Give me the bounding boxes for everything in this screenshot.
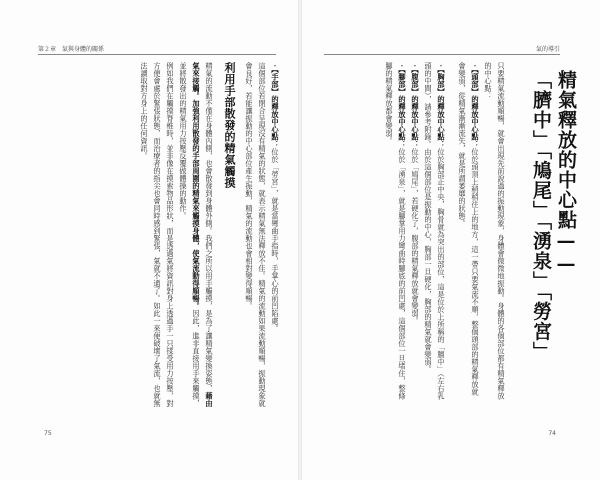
- list-item: ・【頭部】的釋放中心點：位於頭頂上稍稍往上的地方，這一帶只要氣流不順，整個頭部的精氣釋放就會變弱，從精氣漸漸流失，就是所謂萎靡的狀態。: [458, 62, 480, 396]
- list-item: ・【胸部】的釋放中心點：位於胸部正中央，胸骨就為突出的部位，這是位於上所稱的「膻中」（左右乳頭的中間），請參考附錄。由於這個部位是振動的中心，胸部一旦硬化，胸部的精氣就會變弱。: [424, 62, 446, 400]
- subheading: 利用手部散發的精氣觸摸: [223, 62, 236, 189]
- paragraph: 例如我們在觸摸脊椎時，並非像在摸索物品形狀，而是透過氣將資訊對身上透過手一只揉受用力按壓，對方便會處於緊張狀態，而治療者的指尖也會同時感到緊張，氣就不通了。如此一來便破壞了氣流，也就無法讀取對方身上的任何資訊。: [140, 62, 175, 407]
- right-header-rule: [324, 54, 560, 55]
- item-label: 【腳部】的釋放中心點：: [398, 69, 407, 149]
- paragraph: 精氣的流動不僅在身體內側，也會散發到身體外側。我們之所以用手觸摸，是為了讓精氣變換姿態，藉由氣來接觸。加強利用散發的手部周圍的精氣來觸摸身體，使氣流動得順暢。因此，進非直接用手來觸摸，並將散發出的精氣用力按壓反覆做體操的動作。: [179, 62, 214, 407]
- emphasis-text: 藉由氣來接觸。加強利用散發的手部周圍的精氣來觸摸身體，使氣流動得順暢。: [192, 62, 214, 407]
- closing-tail: 會相對變得順暢。: [245, 249, 254, 310]
- left-page-number: 75: [44, 430, 52, 437]
- list-item: ・【腹部】的釋放中心點：位於「鳩尾」，若硬化了，腹部的精氣釋放就會變弱。: [411, 62, 420, 325]
- item-text: 位於「鳩尾」，若硬化了，腹部的精氣釋放就會變弱。: [411, 148, 420, 325]
- item-label: 【腹部】的釋放中心點：: [411, 69, 420, 149]
- intro-paragraph: 只要精氣流動順暢，就會出現先前說過的振動現象，身體會微微地振動。身體的各個部位都有精氣釋放的中心點：: [484, 62, 506, 400]
- item-label: 【胸部】的釋放中心點：: [437, 69, 446, 149]
- item-label: 【手部】的釋放中心點：: [271, 69, 280, 149]
- right-running-header: 氣的導引: [535, 46, 560, 53]
- left-body-text: [138, 62, 282, 407]
- left-running-header: 第２章 氣與身體的關係: [38, 46, 105, 53]
- list-item: ・【腳部】的釋放中心點：位於「湧泉」，就是腳掌用力彎曲時腳底的前凹處，這個部位一旦堵住，整條腳的精氣釋放都會變弱。: [385, 62, 407, 400]
- right-body-text: [383, 62, 508, 402]
- title-line-1: 精氣釋放的中心點——: [555, 70, 577, 276]
- left-header-rule: [38, 54, 276, 55]
- item-text: 位於「湧泉」，就是腳掌用力彎曲時腳底的前凹處，這個部位一旦堵住，整條腳的精氣釋放都會變弱。: [385, 62, 407, 400]
- section-title: [528, 70, 578, 400]
- right-page-number: 74: [548, 430, 556, 437]
- left-page: [0, 0, 298, 480]
- list-item: ・【手部】的釋放中心點：位於「勞宮」，就是當彎曲手指時，手掌心的前凹陷處。: [271, 62, 280, 333]
- title-line-2: 「臍中」「鳩尾」「湧泉」「勞宮」: [530, 70, 552, 362]
- right-page: [302, 0, 600, 480]
- closing-paragraph: 這個部位若閉合呈現沒有精氣的狀態，就表示精氣無法釋放不佳。精氣的流動如果流動順暢，振動現象就會良好，若能讓振動的中心部位產生振動，精氣的流動也會相對變得順暢。: [245, 62, 267, 407]
- item-text: 位於胸部正中央，胸骨就為突出的部位，這是位於上所稱的「膻中」（左右乳頭的中間），請參考附錄。由於這個部位是振動的中心，胸部一旦硬化，胸部的精氣就會變弱。: [424, 62, 446, 400]
- item-text: 位於「勞宮」，就是當彎曲手指時，手掌心的前凹陷處。: [271, 148, 280, 333]
- item-label: 【頭部】的釋放中心點：: [471, 69, 480, 149]
- book-gutter: [298, 0, 302, 480]
- item-text: 位於頭頂上稍稍往上的地方，這一帶只要氣流不順，整個頭部的精氣釋放就會變弱，從精氣漸漸流失，就是所謂萎靡的狀態。: [458, 62, 480, 396]
